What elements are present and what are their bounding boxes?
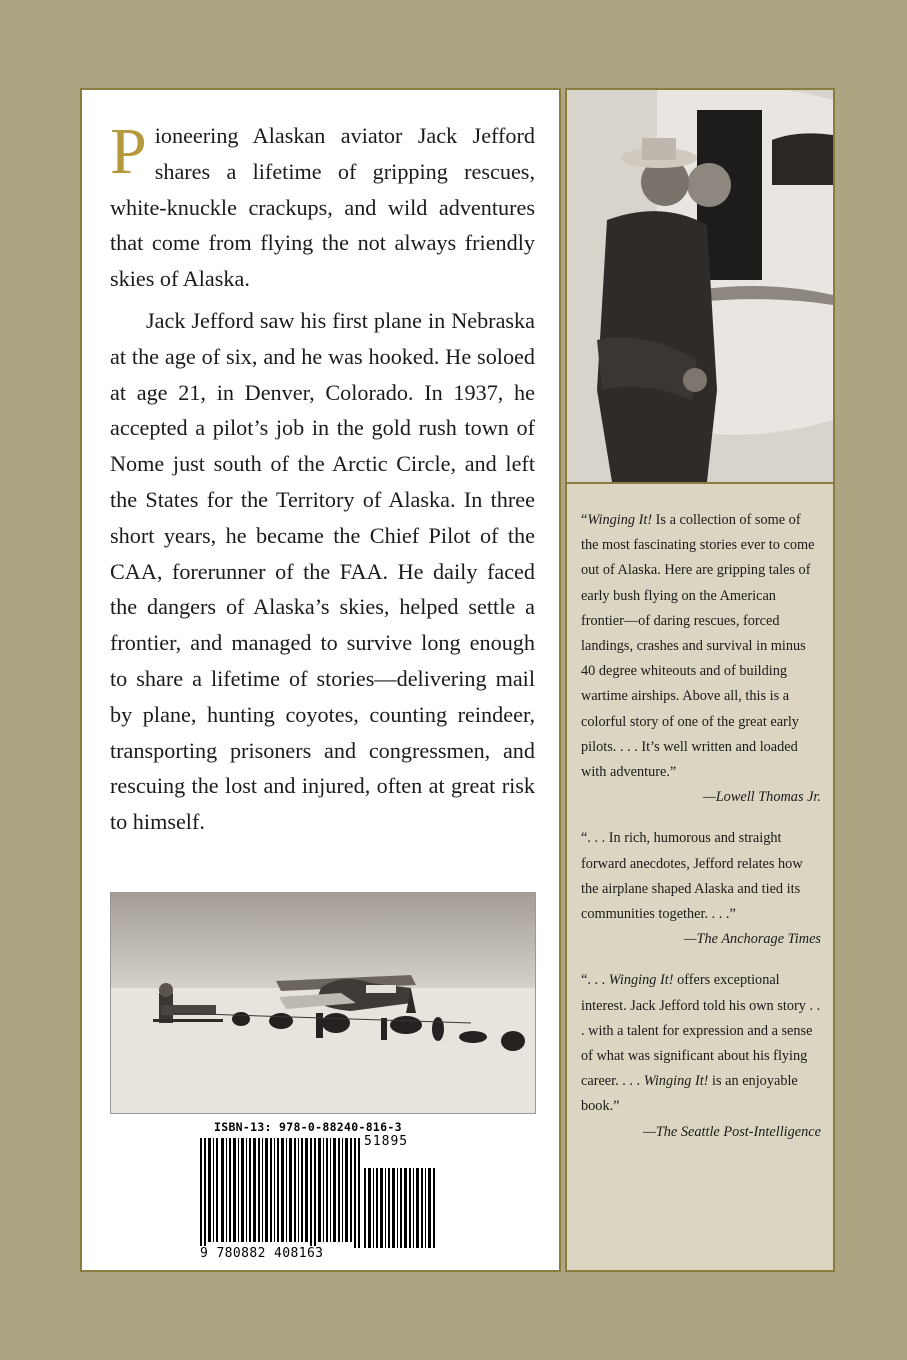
synopsis — [110, 115, 535, 840]
quote-3-text — [581, 968, 821, 1119]
quote-2-attribution: —The Anchorage Times — [683, 931, 821, 948]
paragraph-2: Jack Jefford saw his first plane in Nebraska at the age of six, and he was hooked. He soloed at age 21, in Denver, Colorado. In 1937, he accepted a pilot’s job in the gold rush town of Nome just south of the Arctic Circle, and left the States for the Territory of Alaska. In three short years, he became the Chief Pilot of the CAA, forerunner of the FAA. He daily faced the dangers of Alaska’s skies, helped settle a frontier, and managed to survive long enough to share a lifetime of stories—delivering mail by plane, hunting coyotes, counting reindeer, transporting prisoners and congressmen, and rescuing the lost and injured, often at great risk to himself. — [110, 307, 535, 835]
ean-digits: 9 780882 408163 — [200, 1246, 324, 1261]
quote-3-title: Winging It! — [608, 972, 674, 989]
drop-cap: P — [110, 115, 147, 188]
pilot-portrait-photo — [567, 90, 833, 484]
photo-illustration — [111, 893, 535, 1113]
paragraph-1 — [110, 115, 535, 297]
sled-dog-plane-photo — [110, 892, 536, 1114]
review-panel — [565, 88, 835, 1272]
isbn-label: ISBN-13: 978-0-88240-816-3 — [214, 1120, 402, 1134]
quote-1-body: Is a collection of some of the most fascinating stories ever to come out of Alaska. Here are gripping tales of early bush flying on the American frontier—of daring rescues, forced landings, crashes and survival in minus 40 degree whiteouts and of building wartime airships. Above all, this is a colorful story of one of the great early pilots. . . . It’s well written and loaded with adventure.” — [581, 512, 815, 781]
quote-3-body: offers exceptional interest. Jack Jefford told his own story . . . with a talent for expression and a sense of what was significant about his flying career. . . . — [581, 972, 821, 1090]
main-text-panel — [80, 88, 561, 1272]
quote-seattle-pi — [581, 968, 821, 1144]
barcode-bars — [200, 1138, 438, 1256]
quote-1-attribution: —Lowell Thomas Jr. — [703, 789, 821, 806]
quote-anchorage-times — [581, 826, 821, 952]
quote-1-lead: “ — [581, 512, 588, 528]
quote-2-body: “. . . In rich, humorous and straight forward anecdotes, Jefford relates how the airplane shaped Alaska and tied its communities together. . . .” — [581, 830, 803, 923]
quote-3-body-2: is an enjoyable book.” — [581, 1073, 798, 1115]
portrait-illustration — [567, 90, 833, 482]
quote-lowell-thomas — [581, 508, 821, 810]
quote-1-title: Winging It! — [587, 512, 653, 528]
review-quotes — [581, 508, 821, 1161]
quote-3-attribution: —The Seattle Post-Intelligence — [643, 1123, 821, 1140]
quote-1-text — [581, 508, 821, 785]
barcode-block — [200, 1120, 438, 1261]
price-code: 51895 — [364, 1134, 409, 1149]
paragraph-1-text: ioneering Alaskan aviator Jack Jefford shares a lifetime of gripping rescues, white-knuckle crackups, and wild adventures that come from flying the not always friendly skies of Alaska. — [110, 123, 535, 292]
quote-3-lead: “. . . — [581, 972, 609, 989]
quote-3-title-2: Winging It! — [643, 1073, 709, 1090]
